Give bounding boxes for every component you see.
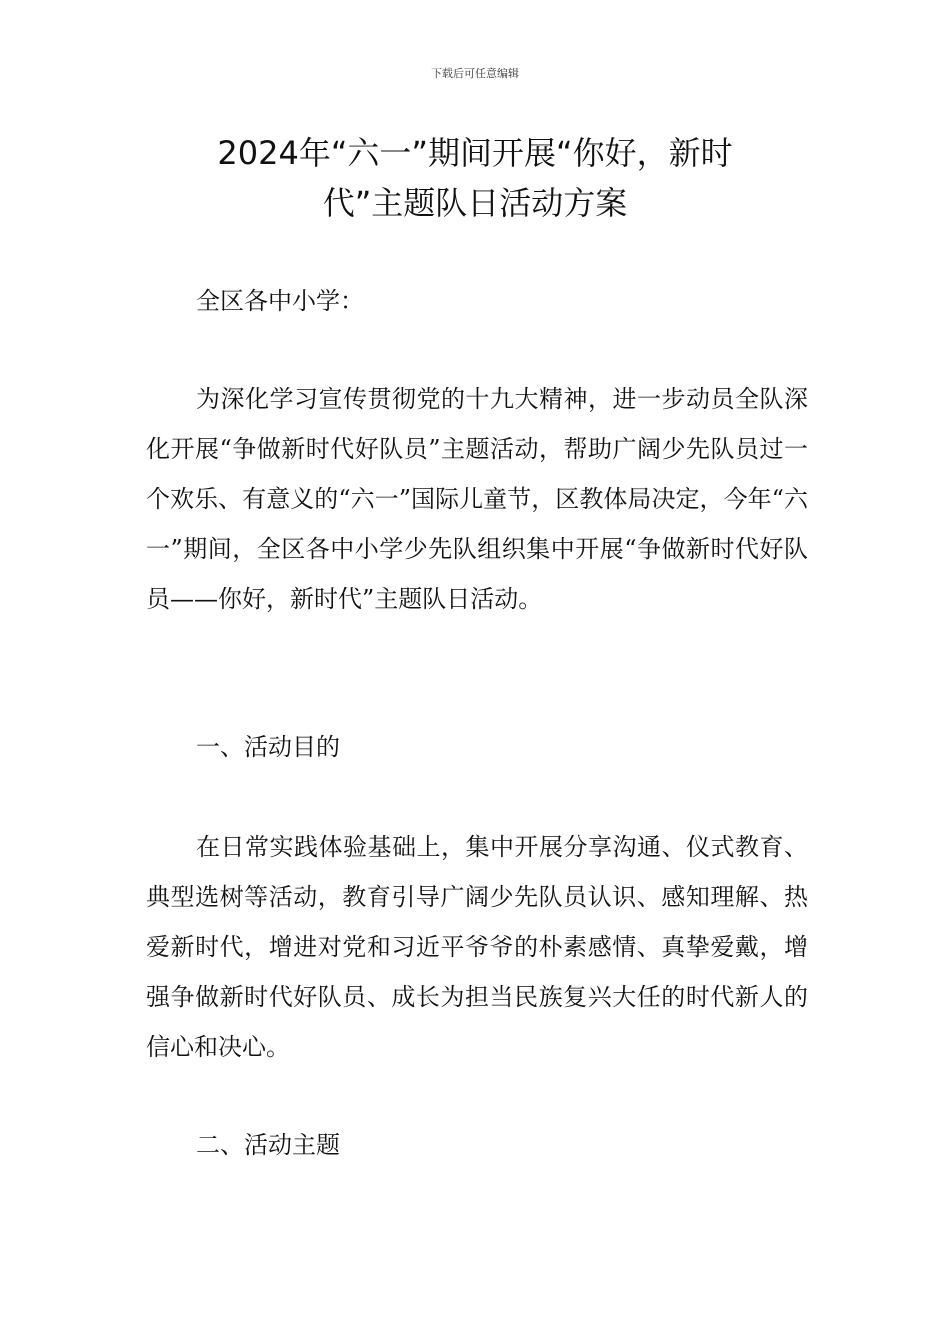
section-heading-purpose: 一、活动目的 [196,733,340,761]
title-line-1: 2024年“六一”期间开展“你好，新时 [217,134,733,172]
intro-paragraph: 为深化学习宣传贯彻党的十九大精神，进一步动员全队深化开展“争做新时代好队员”主题活动，帮助广阔少先队员过一个欢乐、有意义的“六一”国际儿童节，区教体局决定，今年“六一”期间，全区各中小学少先队组织集中开展“争做新时代好队员——你好，新时代”主题队日活动。 [146,385,808,613]
document-title [140,128,810,228]
section-body-purpose: 在日常实践体验基础上，集中开展分享沟通、仪式教育、典型选树等活动，教育引导广阔少先队员认识、感知理解、热爱新时代，增进对党和习近平爷爷的朴素感情、真挚爱戴，增强争做新时代好队员、成长为担当民族复兴大任的时代新人的信心和决心。 [146,833,808,1061]
salutation: 全区各中小学： [196,287,364,315]
section-heading-theme: 二、活动主题 [196,1131,340,1159]
title-line-2: 代”主题队日活动方案 [322,184,628,222]
header-note: 下载后可任意编辑 [431,67,519,80]
